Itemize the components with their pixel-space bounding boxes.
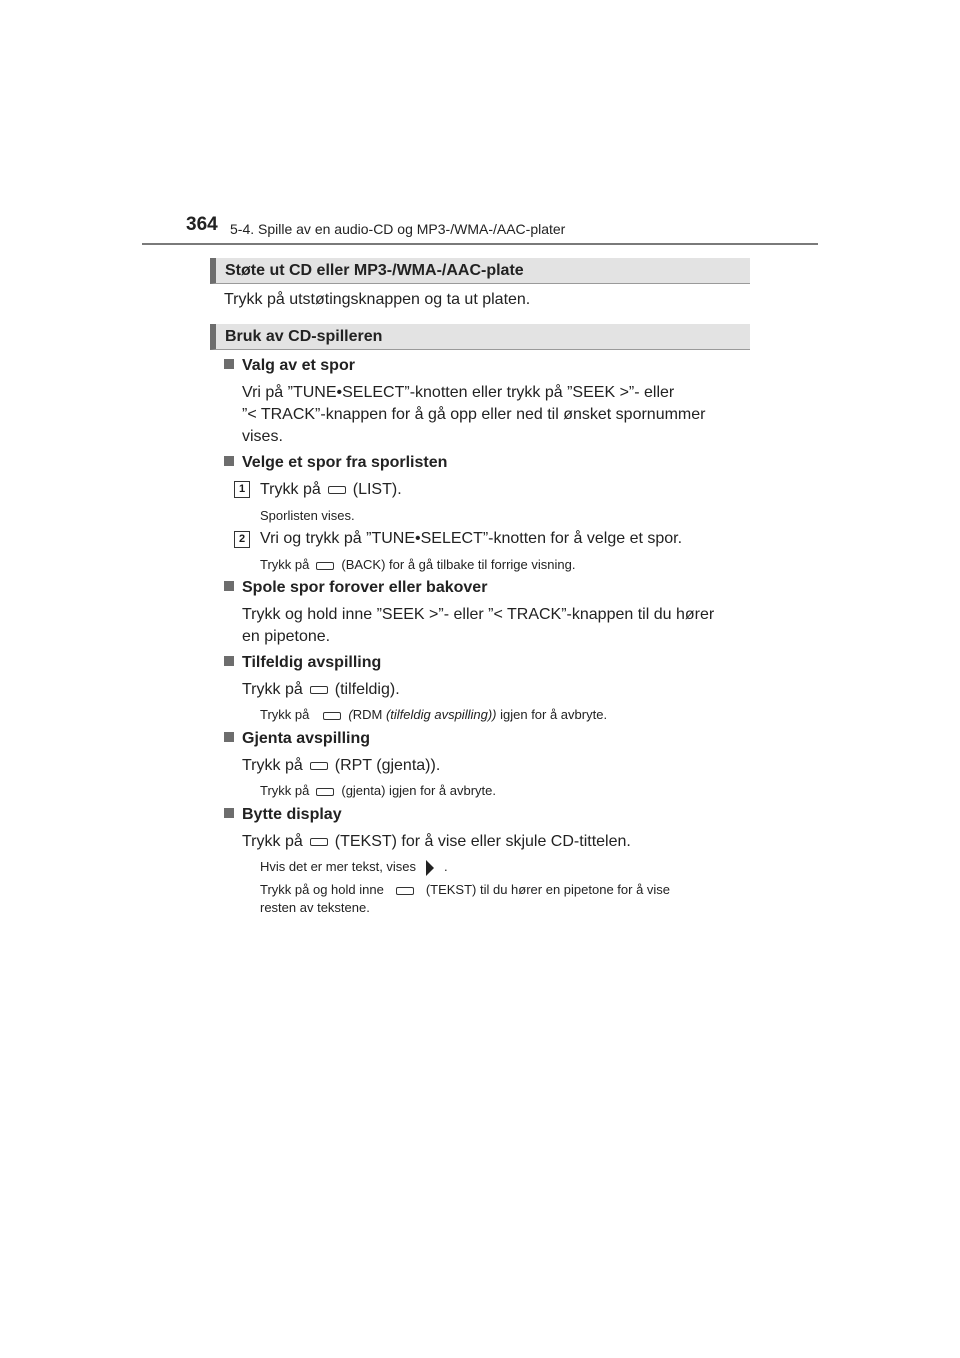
heading-seek: Spole spor forover eller bakover <box>224 579 487 597</box>
eject-body: Trykk på utstøtingsknappen og ta ut platen. <box>224 291 531 308</box>
random-text: Trykk på (tilfeldig). <box>242 681 400 698</box>
square-bullet-icon <box>224 581 234 591</box>
step-number-1: 1 <box>234 481 250 498</box>
select-track-line2: ”< TRACK”-knappen for å gå opp eller ned til ønsket spornummer <box>242 406 706 423</box>
repeat-text: Trykk på (RPT (gjenta)). <box>242 757 441 774</box>
back-button-icon <box>316 562 334 570</box>
section-title-eject: Støte ut CD eller MP3-/WMA-/AAC-plate <box>225 262 524 279</box>
heading-tracklist: Velge et spor fra sporlisten <box>224 454 447 472</box>
repeat-button-icon <box>310 762 328 770</box>
text-button-icon <box>396 887 414 895</box>
square-bullet-icon <box>224 656 234 666</box>
display-note2: Trykk på og hold inne (TEKST) til du hører en pipetone for å vise <box>260 882 671 897</box>
select-track-line3: vises. <box>242 428 283 445</box>
seek-line2: en pipetone. <box>242 628 331 645</box>
random-button-icon <box>323 712 341 720</box>
chapter-title: 5-4. Spille av en audio-CD og MP3-/WMA-/AAC-plater <box>230 221 566 237</box>
display-note1: Hvis det er mer tekst, vises . <box>260 859 448 874</box>
square-bullet-icon <box>224 359 234 369</box>
square-bullet-icon <box>224 456 234 466</box>
step-number-2: 2 <box>234 531 250 548</box>
step1-text: Trykk på (LIST). <box>260 481 402 498</box>
select-track-line1: Vri på ”TUNE•SELECT”-knotten eller trykk på ”SEEK >”- eller <box>242 384 675 401</box>
section-bar-eject <box>210 258 750 284</box>
seek-line1: Trykk og hold inne ”SEEK >”- eller ”< TRACK”-knappen til du hører <box>242 606 715 623</box>
heading-repeat: Gjenta avspilling <box>224 730 370 748</box>
random-note: Trykk på (RDM (tilfeldig avspilling)) igjen for å avbryte. <box>260 707 608 722</box>
display-note2-line2: resten av tekstene. <box>260 900 370 915</box>
random-button-icon <box>310 686 328 694</box>
header-rule <box>142 243 818 245</box>
repeat-note: Trykk på (gjenta) igjen for å avbryte. <box>260 783 496 798</box>
square-bullet-icon <box>224 808 234 818</box>
page-number: 364 <box>186 214 218 235</box>
heading-random: Tilfeldig avspilling <box>224 654 381 672</box>
repeat-button-icon <box>316 788 334 796</box>
step2-text: Vri og trykk på ”TUNE•SELECT”-knotten for å velge et spor. <box>260 530 683 547</box>
step1-note: Sporlisten vises. <box>260 508 355 523</box>
text-button-icon <box>310 838 328 846</box>
display-text: Trykk på (TEKST) for å vise eller skjule CD-tittelen. <box>242 833 631 850</box>
section-bar-use <box>210 324 750 350</box>
section-title-use: Bruk av CD-spilleren <box>225 328 383 345</box>
list-button-icon <box>328 486 346 494</box>
heading-display: Bytte display <box>224 806 342 824</box>
square-bullet-icon <box>224 732 234 742</box>
step2-note: Trykk på (BACK) for å gå tilbake til forrige visning. <box>260 557 576 572</box>
more-text-arrow-icon <box>426 860 434 876</box>
heading-select-track: Valg av et spor <box>224 357 355 375</box>
